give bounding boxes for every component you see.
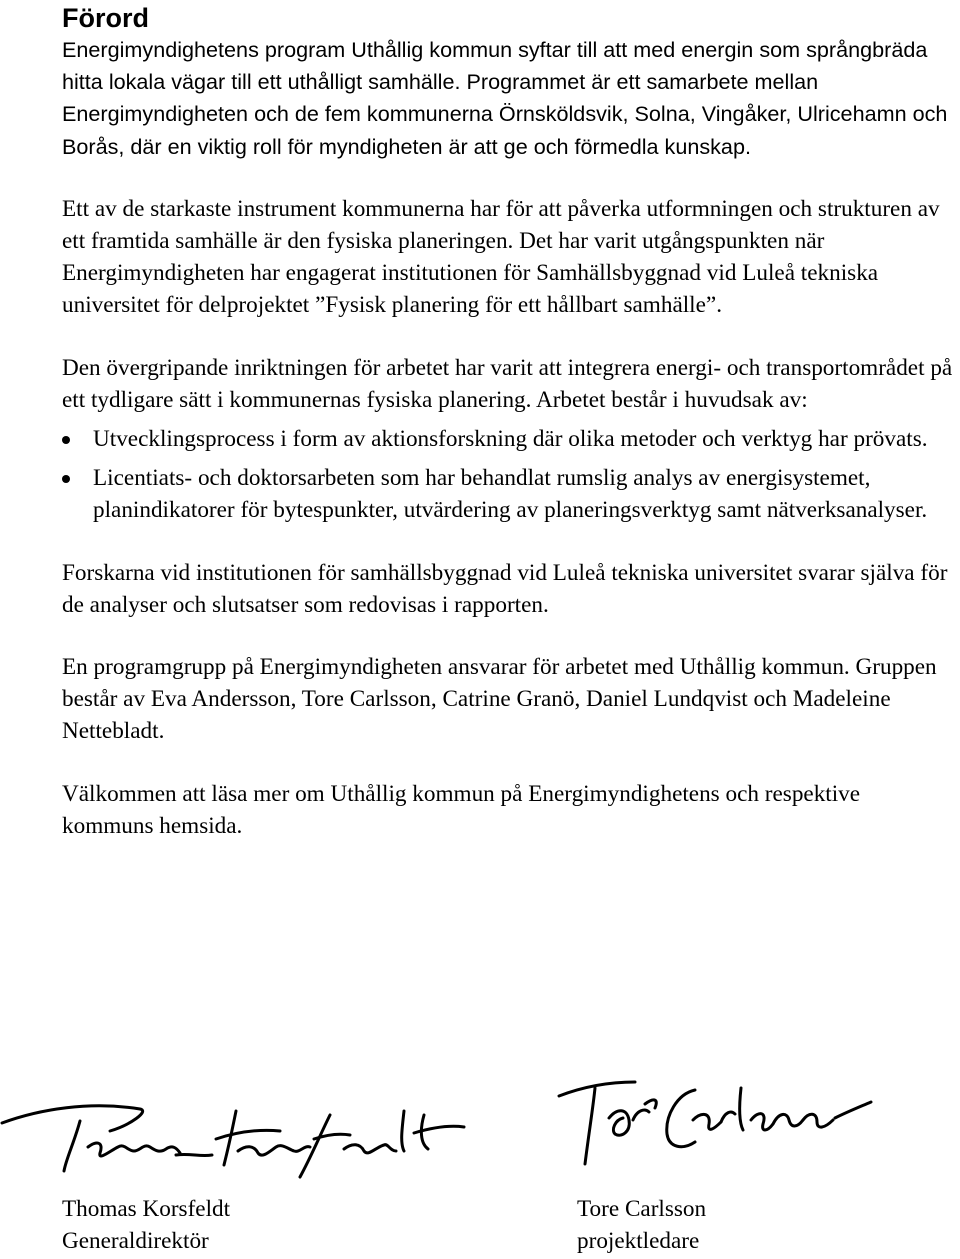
signer-title: projektledare — [577, 1228, 700, 1255]
bullet-text: Licentiats- och doktorsarbeten som har behandlat rumslig analys av energisystemet, planindikatorer för bytespunkter, utvärdering av planeringsverktyg samt nätverksanalyser. — [93, 465, 928, 524]
signer-title: Generaldirektör — [62, 1228, 209, 1255]
bullet-text: Utvecklingsprocess i form av aktionsforskning där olika metoder och verktyg har prövats. — [93, 426, 928, 453]
paragraph-3: Den övergripande inriktningen för arbetet har varit att integrera energi- och transportområdet på ett tydligare sätt i kommunernas fysiska planering. Arbetet består i huvudsak av: — [62, 354, 953, 413]
signature-thomas-korsfeldt — [0, 1095, 470, 1185]
bullet-list — [62, 423, 954, 527]
paragraph-2: Ett av de starkaste instrument kommunerna har för att påverka utformningen och strukturen av ett framtida samhälle är den fysiska planeringen. Det har varit utgångspunkten när Energimyndigheten har engagerat institutionen för Samhällsbyggnad vid Luleå tekniska universitet för delprojektet ”Fysisk planering för ett hållbart samhälle”. — [62, 195, 940, 319]
paragraph-5: En programgrupp på Energimyndigheten ansvarar för arbetet med Uthållig kommun. Gruppen består av Eva Andersson, Tore Carlsson, Catrine Granö, Daniel Lundqvist och Madeleine Nettebladt. — [62, 654, 937, 745]
bullet-icon — [62, 436, 70, 444]
list-item — [62, 462, 954, 526]
page-title: Förord — [62, 3, 149, 33]
document-page — [62, 0, 954, 842]
paragraph-6: Välkommen att läsa mer om Uthållig kommun på Energimyndighetens och respektive kommuns hemsida. — [62, 780, 861, 839]
signer-left — [62, 1193, 230, 1257]
list-item — [62, 423, 954, 455]
signature-tore-carlsson — [555, 1068, 875, 1178]
signer-name: Tore Carlsson — [577, 1196, 707, 1222]
intro-paragraph: Energimyndighetens program Uthållig kommun syftar till att med energin som språngbräda hitta lokala vägar till ett uthålligt samhälle. Programmet är ett samarbete mellan Energimyndigheten och de fem kommunerna Örnsköldsvik, Solna, Vingåker, Ulricehamn och Borås, där en viktig roll för myndigheten är att ge och förmedla kunskap. — [62, 37, 948, 159]
signer-right — [577, 1193, 706, 1257]
signer-name: Thomas Korsfeldt — [62, 1196, 231, 1222]
bullet-icon — [62, 475, 70, 483]
paragraph-4: Forskarna vid institutionen för samhällsbyggnad vid Luleå tekniska universitet svarar själva för de analyser och slutsatser som redovisas i rapporten. — [62, 559, 948, 618]
